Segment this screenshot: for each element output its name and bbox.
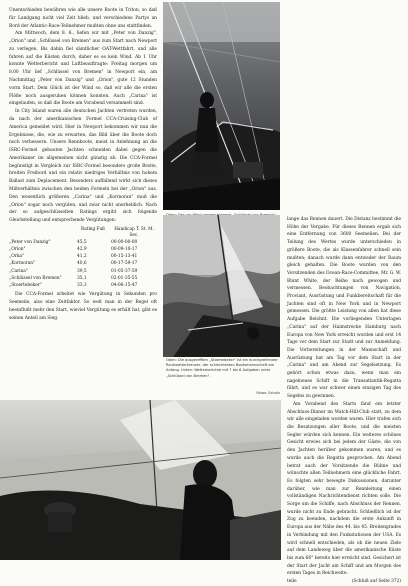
yacht-name: „Carina" bbox=[9, 268, 28, 274]
photo-crew-at-winch bbox=[0, 400, 281, 560]
continued-on-page-note: (Schluß auf Seite 372) bbox=[351, 579, 401, 585]
rough-sea-image bbox=[163, 215, 280, 357]
table-row bbox=[9, 260, 157, 267]
photo-rough-sea bbox=[163, 215, 280, 357]
table-row bbox=[9, 282, 157, 289]
table-row bbox=[9, 268, 157, 275]
continuation-word: teile bbox=[287, 579, 297, 585]
rating-header: Rating Fuß bbox=[81, 226, 105, 232]
article-paragraph: Am Mittwoch, dem 8. 6., liefen wir mit „Peter von Danzig", „Orion" und „Schlüssel von Bremen" aus zum Start nach Newport zu verlegen. Bis dahin fiel sämtlicher OAT-Wettfahrt, und alle fuhren auf die Küsten durch, daher es es kein Wind. Ab 1 Uhr konnte Wetterbericht und Luftbeauftragte: Freitag morgen um 8.00 Uhr lief „Schlüssel von Bremen" in Newport ein, am Nachmittag „Peter von Danzig" und „Orion", gute 12 Stunden vorm Start. Dem Glück ist der Wind so, daß wir alle die ersten Flöße noch ausgeruhen können konnten. Auch „Carina" ist eingelaufen, so daß die Boote am Vorabend versammelt sind. bbox=[9, 31, 157, 107]
photo-caption-middle bbox=[166, 358, 280, 396]
yacht-name: „Schlüssel von Bremen" bbox=[9, 275, 62, 281]
crew-at-winch-image bbox=[0, 400, 281, 560]
table-row bbox=[9, 246, 157, 253]
handicap-value: 02-01-35-55 bbox=[111, 275, 138, 281]
ratings-table bbox=[9, 239, 157, 289]
table-row bbox=[9, 275, 157, 282]
handicap-value: 00-17-59-17 bbox=[111, 261, 138, 267]
yacht-name: „Stoertebeker" bbox=[9, 283, 42, 289]
article-paragraph: Die CCA-Formel arbeitet wie Vergütung in Sekunden pro Seemeile, also eine Zeitfaktor. So weit man in der Regel oft beeinflußt mehr den Start, wieviel Vergütung es erhält hat, gibt es seinen Anteil am Sieg. bbox=[9, 292, 157, 321]
rating-value: 42,9 bbox=[77, 247, 87, 253]
handicap-value: 01-05-37-59 bbox=[111, 268, 138, 274]
photo-sailor-on-deck bbox=[163, 2, 280, 210]
handicap-value: 04-06-15-47 bbox=[111, 283, 138, 289]
rating-value: 41,2 bbox=[77, 254, 87, 260]
right-article-column bbox=[287, 216, 401, 586]
yacht-name: „Orion" bbox=[9, 247, 26, 253]
article-paragraph: lange das Rennen dauert. Die Distanz bestimmt die Höhe der Vergabe. Für dieses Rennen ergab sich eine Entfernung von 3600 Seemeilen. Bei der Teilung des Wertes wurde unterschieden in größere Boote, die als Klassenfahrer schnell sein mußten; danach wurde dann entweder der Raum gleich gehalten. Die Boote wurden von den Vorsitzenden des Ocean-Race-Committee, Mr. G. W. Blunt White, der Reihe nach gewogen und vermessen. Beobachtungen von Navigation, Proviant, Ausrüstung und Funkbereitschaft für die Jachten sind oft in New York und in Newport gemessen. Die größte Leistung von allen hat diese Aufgabe Belohnt. Die vorliegenden Unterlagen „Carina" auf der Haimstrecke Hamburg nach Europa von New York erreicht worden und erst 14 Tage vor dem Start zur Stadt und zur Anmeldung. Die Vorbereitungen in der Mannschaft und Ausrüstung hat am Tag vor dem Start in der „Carina" und am Abend zur Segelsetzung. Es gehört schon etwas dazu, wenn man ein nagelneues Schiff in die Transatlantik-Regatta führt, und es war schwer einen einzigen Tag des Segelns zu gewinnen. bbox=[287, 217, 401, 400]
handicap-header: Handicap T. St. M. Sec. bbox=[114, 226, 154, 238]
handicap-value: 00-15-13-41 bbox=[111, 254, 138, 260]
yacht-name: „Kormoran" bbox=[9, 261, 36, 267]
rating-value: 39,5 bbox=[77, 268, 87, 274]
caption-text: Oben: Die ausgerefften „Stoertebeker" ist ein durchgreifender Rauhwetterkreuzer, der schlechtesten Bootsmannschaft am Anfang. Unten: Wetterberichte mit 7 bis 8 Aufgaben unter „Schlüssel von Bremen". bbox=[166, 358, 278, 378]
continuation-line bbox=[287, 578, 401, 586]
article-paragraph: Am Vorabend des Starts fand ein letzter Abschluss-Dinner im Watch-Hill-Club statt, zu dem wir alle eingeladen worden waren. Hier trafen sich die Besatzungen aller Boote, und die meisten Segler würden sich kennen. Ein weiteres schönes Gesicht erwies sich bei jedem der Gäste, die von den Jachten herüber gekommen waren, und es wurde auch die Regatta gesprochen. Am Abend betrat auch der Vorsitzende die Bühne und wünschte allen Teilnehmern eine glückliche Fahrt. Es folgten sehr bewegte Diskussionen, darunter darüber, wie man zur Rennleitung einen vollständigen Nachrichtendienst richten solle. Die Sorge um die Schiffe, nach Abschluss der Rennen, wurde nicht zu Ende gebracht. Schließlich ist der Zug zu beenden, nachdem die erste Ankunft in Europa aus der Nähe des 44. bis 45. Breitengrades in Verbindung mit den Funkstationen der USA. Es wird schnell entschieden, als ob die neuen Ziele auf dem Landeweg über die amerikanische Küste bis zum 66° bereits hier erreicht sind. Gesichert ist der Start der Jacht am Schiff und am Morgen des ersten Tages in Reichweite. bbox=[287, 401, 401, 577]
sailor-on-deck-image bbox=[163, 2, 280, 210]
rating-value: 35,1 bbox=[77, 275, 87, 281]
article-paragraph: Unentschieden bewähren wie alle unsere Boote in Triton, so daß für Landgang nicht viel Zeit blieb, und verschiedene Partys an Bord der Atlantic-Race-Teilnehmer mußten ohne uns stattfinden. bbox=[9, 8, 157, 29]
table-row bbox=[9, 253, 157, 260]
rating-value: 40,6 bbox=[77, 261, 87, 267]
left-article-column bbox=[9, 7, 157, 322]
yacht-name: „Peter von Danzig" bbox=[9, 239, 51, 245]
rating-value: 45,5 bbox=[77, 239, 87, 245]
article-paragraph: In City Island waren alle deutschen Jachten vertreten wurden, da nach der amerikanischen Formel CCA-Cruising-Club of America gemeldet wird. Hier in Newport bekommen wir nun die Ergebnisse, die, wie zu erwarten, das Bild über die Boote doch noch verbessern. Unsere Rennboote, meist in Anlehnung an die ISRC-Formel gebauten Jachten schneiden dabei gegen die Amerikaner im allgemeinen nicht günstig ab. Die CCA-Formel begünstigt in Vergleich zur ISRC-Formel besonders große Breite, breiten Freibord und ein relativ niedriges Verhältnis von hohem Ballast zum Deplacement. Besonders auffallend wirkt sich dieses Mißverhältnis zwischen den beiden Formeln bei der „Orion" aus. Den wesentlich größeren „Carina" und „Kormoran" muß die „Orion" sogar noch vergüten, und zwar nicht unerheblich. Nach der so aufgeschlüsselten Ratings ergibt sich folgende Gleichstellung und entsprechende Vergütungen: bbox=[9, 109, 157, 224]
results-table-header bbox=[9, 227, 157, 239]
handicap-value: 00-09-10-17 bbox=[111, 247, 138, 253]
photo-credit: Fotos: Schulz bbox=[256, 390, 280, 395]
table-row bbox=[9, 239, 157, 246]
rating-value: 33,3 bbox=[77, 283, 87, 289]
yacht-name: „Orka" bbox=[9, 254, 24, 260]
handicap-value: 00-00-00-00 bbox=[111, 239, 138, 245]
